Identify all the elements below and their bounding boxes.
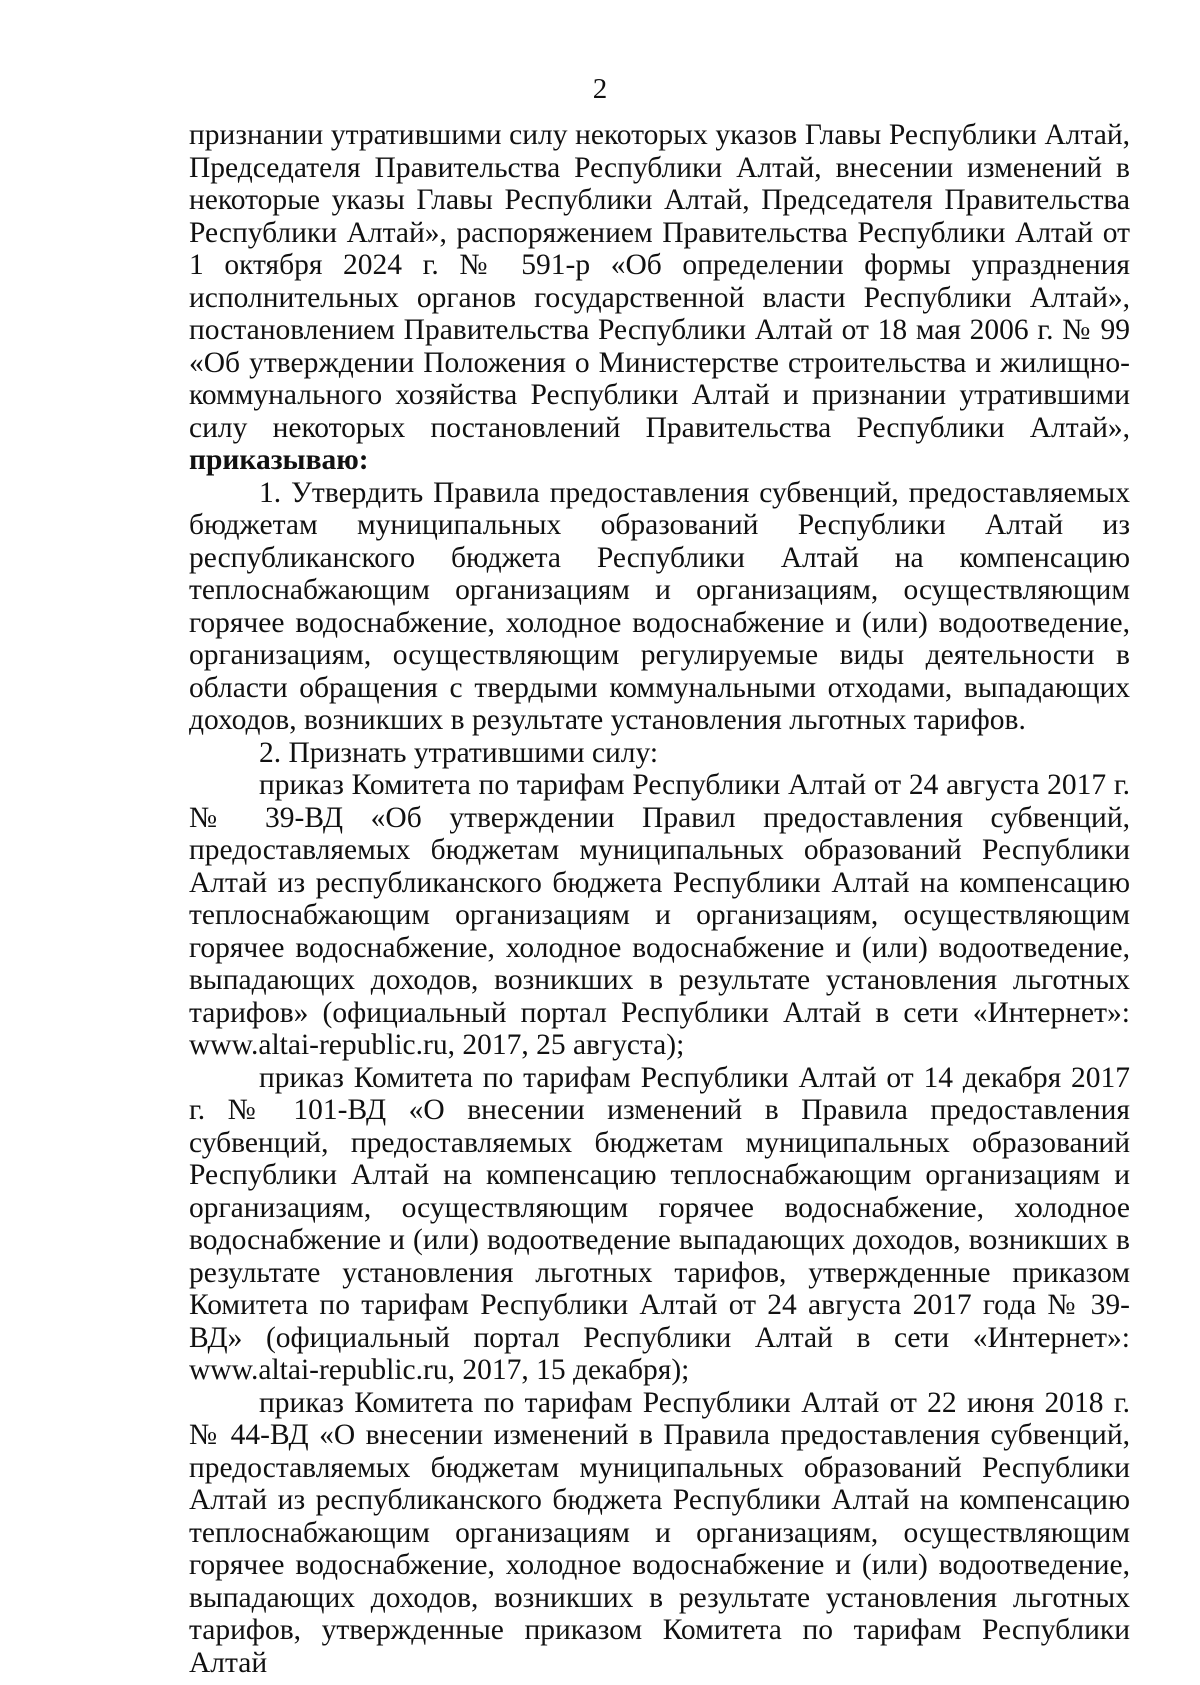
order-word: приказываю:: [189, 444, 369, 476]
item-2-repeal-heading: 2. Признать утратившими силу:: [259, 736, 659, 769]
repealed-order-44-vd: приказ Комитета по тарифам Республики Алтай от 22 июня 2018 г. № 44-ВД «О внесении изменений в Правила предоставления субвенций, предоставляемых бюджетам муниципальных образований Республики Алтай из республиканского бюджета Республики Алтай на компенсацию теплоснабжающим организациям и организациям, осуществляющим горячее водоснабжение, холодное водоснабжение и (или) водоотведение, выпадающих доходов, возникших в результате установления льготных тарифов, утвержденные приказом Комитета по тарифам Республики Алтай: [189, 1386, 1130, 1679]
document-body: [189, 119, 1130, 1679]
intro-text: признании утратившими силу некоторых указов Главы Республики Алтай, Председателя Правительства Республики Алтай, внесении изменений в некоторые указы Главы Республики Алтай, Председателя Правительства Республики Алтай», распоряжением Правительства Республики Алтай от 1 октября 2024 г. № 591-р «Об определении формы упразднения исполнительных органов государственной власти Республики Алтай», постановлением Правительства Республики Алтай от 18 мая 2006 г. № 99 «Об утверждении Положения о Министерстве строительства и жилищно-коммунального хозяйства Республики Алтай и признании утратившими силу некоторых постановлений Правительства Республики Алтай»,: [189, 119, 1130, 444]
repealed-order-101-vd: приказ Комитета по тарифам Республики Алтай от 14 декабря 2017 г. № 101-ВД «О внесении изменений в Правила предоставления субвенций, предоставляемых бюджетам муниципальных образований Республики Алтай на компенсацию теплоснабжающим организациям и организациям, осуществляющим горячее водоснабжение, холодное водоснабжение и (или) водоотведение выпадающих доходов, возникших в результате установления льготных тарифов, утвержденные приказом Комитета по тарифам Республики Алтай от 24 августа 2017 года № 39-ВД» (официальный портал Республики Алтай в сети «Интернет»: www.altai-republic.ru, 2017, 15 декабря);: [189, 1061, 1130, 1386]
repealed-order-39-vd: приказ Комитета по тарифам Республики Алтай от 24 августа 2017 г. № 39-ВД «Об утверждении Правил предоставления субвенций, предоставляемых бюджетам муниципальных образований Республики Алтай из республиканского бюджета Республики Алтай на компенсацию теплоснабжающим организациям и организациям, осуществляющим горячее водоснабжение, холодное водоснабжение и (или) водоотведение, выпадающих доходов, возникших в результате установления льготных тарифов» (официальный портал Республики Алтай в сети «Интернет»: www.altai-republic.ru, 2017, 25 августа);: [189, 769, 1130, 1061]
intro-paragraph: [189, 119, 1130, 477]
item-1-approve-rules: 1. Утвердить Правила предоставления субвенций, предоставляемых бюджетам муниципальных образований Республики Алтай из республиканского бюджета Республики Алтай на компенсацию теплоснабжающим организациям и организациям, осуществляющим горячее водоснабжение, холодное водоснабжение и (или) водоотведение, организациям, осуществляющим регулируемые виды деятельности в области обращения с твердыми коммунальными отходами, выпадающих доходов, возникших в результате установления льготных тарифов.: [189, 476, 1130, 736]
page-number: 2: [592, 73, 608, 105]
